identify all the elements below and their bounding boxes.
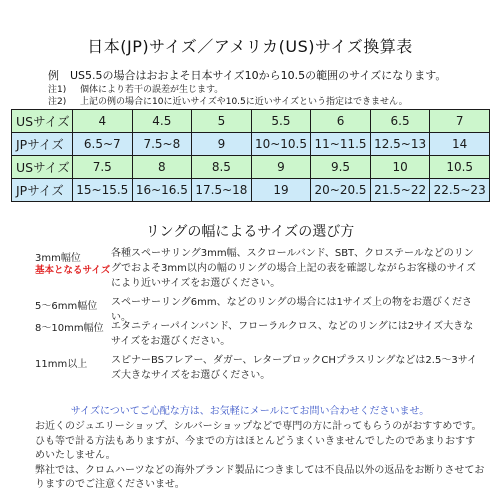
guide-width-8-10mm: 8～10mm幅位 — [35, 323, 104, 334]
note-2-tag: 注2) — [48, 97, 67, 107]
guide-desc-8-10mm: エタニティーパインバンド、フローラルクロス、などのリングには2サイズ大きなサイズをお選びください。 — [111, 321, 474, 347]
row-label: JPサイズ — [12, 179, 73, 202]
size-cell: 15~15.5 — [73, 179, 133, 202]
size-cell: 6 — [311, 110, 371, 133]
size-cell: 9 — [192, 133, 252, 156]
guide-desc-5-6mm: スペーサーリング6mm、などのリングの場合には1サイズ上の物をお選びください。 — [111, 297, 473, 323]
section-subtitle: リングの幅によるサイズの選び方 — [145, 224, 355, 240]
size-cell: 10 — [370, 156, 430, 179]
size-cell: 11~11.5 — [311, 133, 371, 156]
footer-note-1: お近くのジュエリーショップ、シルバーショップなどで専門の方に計ってもらうのがおすすめです。ひも等で計る方法もありますが、今までの方はほとんどうまくいきませんでしたのであまりおすすめいたしません。 — [35, 421, 482, 461]
note-2 — [48, 94, 408, 107]
guide-width-5-6mm: 5～6mm幅位 — [35, 301, 98, 312]
size-cell: 9 — [251, 156, 311, 179]
guide-desc-3mm: 各種スペーサリング3mm幅、スクロールバンド、SBT、クロステールなどのリングでおよそ3mm以内の幅のリングの場合上記の表を確認しながらお客様のサイズにより近いサイズをお選びください。 — [111, 248, 476, 289]
table-row — [12, 133, 490, 156]
size-cell: 4.5 — [132, 110, 192, 133]
guide-basic-size-badge: 基本となるサイズ — [35, 265, 111, 276]
size-cell: 7 — [430, 110, 490, 133]
size-cell: 6.5~7 — [73, 133, 133, 156]
size-cell: 22.5~23 — [430, 179, 490, 202]
table-row — [12, 179, 490, 202]
note-1-tag: 注1) — [48, 85, 67, 95]
size-cell: 7.5 — [73, 156, 133, 179]
size-cell: 16~16.5 — [132, 179, 192, 202]
page-title: 日本(JP)サイズ／アメリカ(US)サイズ換算表 — [87, 37, 413, 56]
footer-note-2: 弊社では、クロムハーツなどの海外ブランド製品につきましては不良品以外の返品をお断りさせておりますのでご注意くださいませ。 — [35, 464, 485, 490]
guide-width-11mm: 11mm以上 — [35, 359, 88, 370]
size-cell: 8.5 — [192, 156, 252, 179]
row-label: JPサイズ — [12, 133, 73, 156]
footer-notes — [35, 420, 485, 493]
size-cell: 10.5 — [430, 156, 490, 179]
size-cell: 8 — [132, 156, 192, 179]
example-text: 例 US5.5の場合はおおよそ日本サイズ10から10.5の範囲のサイズになります。 — [48, 69, 447, 82]
table-row — [12, 110, 490, 133]
size-cell: 6.5 — [370, 110, 430, 133]
guide-desc-11mm: スピナーBSフレアー、ダガー、レターブロックCHプラスリングなどは2.5～3サイズ大きなサイズをお選びください。 — [111, 355, 477, 381]
row-label: USサイズ — [12, 156, 73, 179]
size-cell: 4 — [73, 110, 133, 133]
note-2-text: 上記の例の場合に10に近いサイズや10.5に近いサイズという指定はできません。 — [80, 97, 408, 107]
size-cell: 19 — [251, 179, 311, 202]
size-cell: 17.5~18 — [192, 179, 252, 202]
size-cell: 7.5~8 — [132, 133, 192, 156]
size-cell: 12.5~13 — [370, 133, 430, 156]
size-conversion-table — [11, 109, 490, 202]
size-cell: 21.5~22 — [370, 179, 430, 202]
size-cell: 14 — [430, 133, 490, 156]
table-row — [12, 156, 490, 179]
size-cell: 5.5 — [251, 110, 311, 133]
guide-width-3mm: 3mm幅位 — [35, 253, 81, 264]
size-cell: 5 — [192, 110, 252, 133]
note-1-text: 個体により若干の誤差が生じます。 — [80, 85, 224, 95]
contact-notice: サイズについてご心配な方は、お気軽にメールにてお問い合わせくださいませ。 — [70, 406, 430, 417]
row-label: USサイズ — [12, 110, 73, 133]
size-cell: 10~10.5 — [251, 133, 311, 156]
size-cell: 20~20.5 — [311, 179, 371, 202]
size-cell: 9.5 — [311, 156, 371, 179]
